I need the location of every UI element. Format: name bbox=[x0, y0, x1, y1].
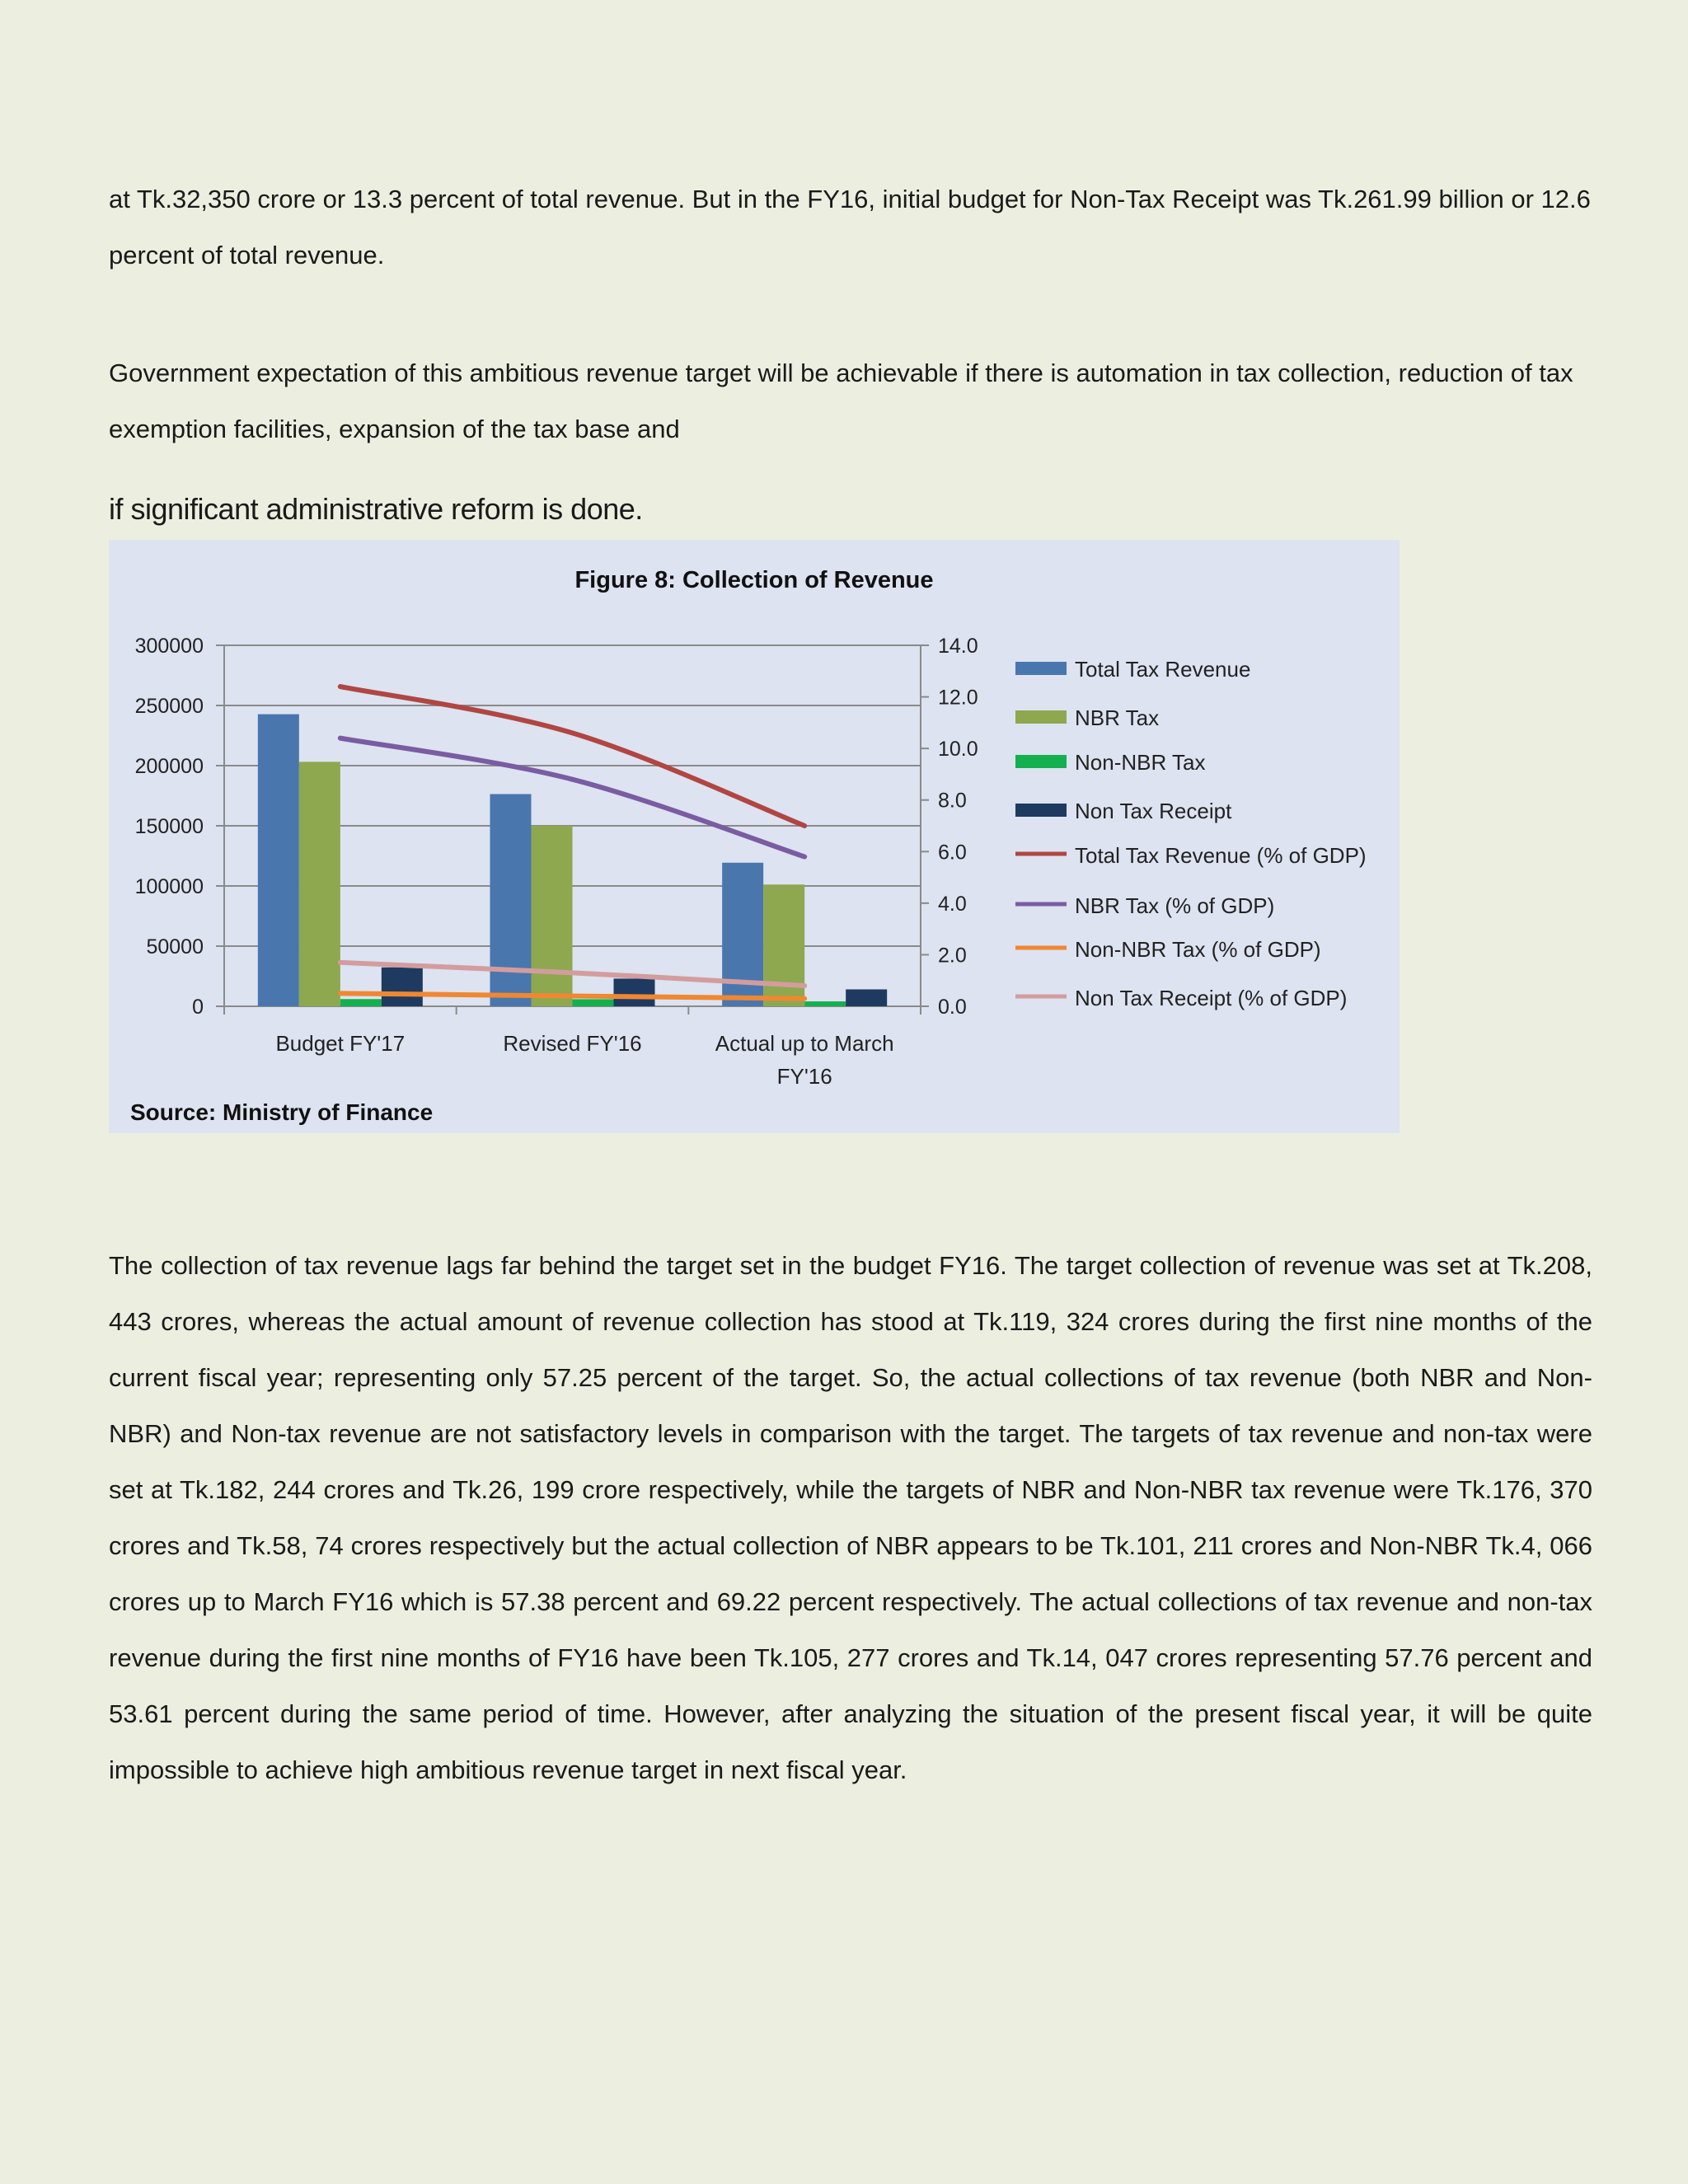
legend-label: Non Tax Receipt bbox=[1075, 799, 1232, 823]
bar-non-tax-receipt bbox=[614, 978, 655, 1006]
legend-label: Total Tax Revenue bbox=[1075, 657, 1251, 682]
legend-label: Non Tax Receipt (% of GDP) bbox=[1075, 986, 1348, 1010]
legend-label: Total Tax Revenue (% of GDP) bbox=[1075, 843, 1367, 868]
y-tick-label: 200000 bbox=[134, 755, 204, 778]
legend-label: Non-NBR Tax (% of GDP) bbox=[1075, 937, 1321, 962]
y2-tick-label: 14.0 bbox=[938, 635, 978, 658]
legend-label: NBR Tax bbox=[1075, 705, 1160, 730]
x-tick-label: FY'16 bbox=[776, 1064, 832, 1089]
legend-swatch bbox=[1015, 662, 1067, 675]
bar-nbr-tax bbox=[299, 762, 340, 1006]
y2-tick-label: 2.0 bbox=[938, 944, 967, 968]
paragraph-expectation: Government expectation of this ambitious revenue target will be achievable if there is automation in tax collection, reduction of tax exemption facilities, expansion of the tax base and bbox=[109, 359, 1573, 443]
bar-non-nbr-tax bbox=[804, 1001, 846, 1006]
legend-label: Non-NBR Tax bbox=[1075, 750, 1206, 775]
revenue-chart bbox=[109, 540, 1400, 1133]
paragraph-analysis: The collection of tax revenue lags far behind the target set in the budget FY16. The target collection of revenue was set at Tk.208, 443 crores, whereas the actual amount of revenue collection has stood at Tk.119, 324 crores during the first nine months of the current fiscal year; representing only 57.25 percent of the target. So, the actual collections of tax revenue (both NBR and Non-NBR) and Non-tax revenue are not satisfactory levels in comparison with the target. The targets of tax revenue and non-tax were set at Tk.182, 244 crores and Tk.26, 199 crore respectively, while the targets of NBR and Non-NBR tax revenue were Tk.176, 370 crores and Tk.58, 74 crores respectively but the actual collection of NBR appears to be Tk.101, 211 crores and Non-NBR Tk.4, 066 crores up to March FY16 which is 57.38 percent and 69.22 percent respectively. The actual collections of tax revenue and non-tax revenue during the first nine months of FY16 have been Tk.105, 277 crores and Tk.14, 047 crores representing 57.76 percent and 53.61 percent during the same period of time. However, after analyzing the situation of the present fiscal year, it will be quite impossible to achieve high ambitious revenue target in next fiscal year. bbox=[109, 1251, 1592, 1784]
bar-non-tax-receipt bbox=[382, 968, 423, 1006]
y2-tick-label: 6.0 bbox=[938, 841, 967, 865]
bar-non-tax-receipt bbox=[846, 989, 887, 1006]
x-tick-label: Revised FY'16 bbox=[503, 1031, 642, 1056]
figure-source: Source: Ministry of Finance bbox=[130, 1099, 434, 1125]
paragraph-intro: at Tk.32,350 crore or 13.3 percent of total revenue. But in the FY16, initial budget for Non-Tax Receipt was Tk.261.99 billion or 12.6 percent of total revenue. bbox=[109, 185, 1591, 269]
x-tick-label: Actual up to March bbox=[715, 1031, 894, 1056]
revenue-figure bbox=[109, 540, 1400, 1133]
y2-tick-label: 10.0 bbox=[938, 738, 978, 762]
y-tick-label: 100000 bbox=[134, 875, 204, 898]
bar-total-tax-revenue bbox=[490, 794, 532, 1006]
x-tick-label: Budget FY'17 bbox=[275, 1031, 406, 1056]
bar-nbr-tax bbox=[532, 826, 573, 1006]
y-tick-label: 300000 bbox=[134, 635, 204, 658]
y2-tick-label: 0.0 bbox=[938, 996, 967, 1019]
bar-non-nbr-tax bbox=[573, 999, 614, 1006]
y2-tick-label: 4.0 bbox=[938, 892, 967, 916]
y-tick-label: 50000 bbox=[146, 935, 204, 958]
legend-swatch bbox=[1015, 755, 1067, 768]
y-tick-label: 0 bbox=[192, 996, 204, 1019]
legend-label: NBR Tax (% of GDP) bbox=[1075, 893, 1275, 918]
y-tick-label: 150000 bbox=[134, 815, 204, 838]
legend-swatch bbox=[1015, 804, 1067, 817]
y-tick-label: 250000 bbox=[134, 695, 204, 718]
legend-swatch bbox=[1015, 710, 1067, 724]
y2-tick-label: 12.0 bbox=[938, 686, 978, 710]
chart-title: Figure 8: Collection of Revenue bbox=[574, 567, 934, 593]
y2-tick-label: 8.0 bbox=[938, 789, 967, 813]
bar-total-tax-revenue bbox=[258, 715, 299, 1006]
line-total-tax-revenue-of-gdp- bbox=[340, 687, 804, 826]
bar-non-nbr-tax bbox=[340, 999, 382, 1006]
paragraph-reform: if significant administrative reform is done. bbox=[109, 492, 643, 526]
bar-nbr-tax bbox=[763, 884, 804, 1006]
